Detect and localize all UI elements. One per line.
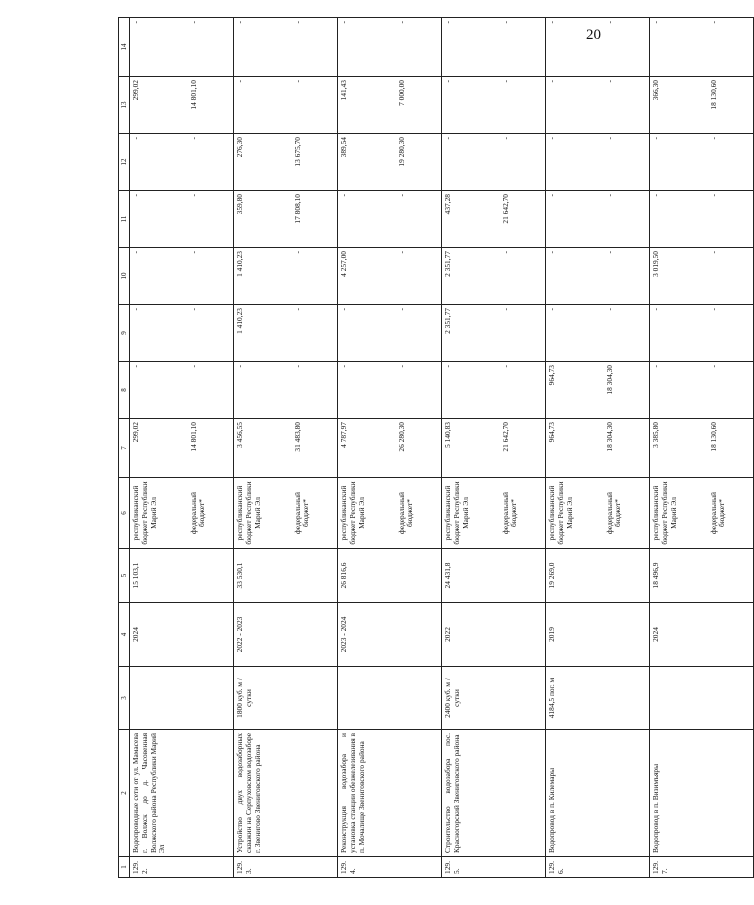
capacity-cell: 4184,5 пог. м: [546, 667, 604, 730]
year-amount-cell: -: [546, 77, 604, 134]
object-name-cell: [292, 730, 338, 857]
year-amount-cell: -: [292, 362, 338, 419]
object-name-cell: Реконструкция водозабора и установка станции обезжелезивания в п. Мочалище Звениговского района: [338, 730, 396, 857]
header-cell: 10: [119, 248, 130, 305]
table-row: [130, 18, 188, 878]
total-amount-cell: 18 130,60: [708, 419, 754, 478]
year-amount-cell: -: [604, 305, 650, 362]
year-amount-cell: -: [546, 305, 604, 362]
year-amount-cell: -: [500, 362, 546, 419]
funding-source-cell: республиканский бюджет Республики Марий Эл: [546, 478, 604, 549]
funding-source-cell: федеральный бюджет*: [500, 478, 546, 549]
year-amount-cell: 1 410,23: [234, 248, 292, 305]
year-amount-cell: 299,02: [130, 77, 188, 134]
year-amount-cell: 366,30: [650, 77, 708, 134]
header-cell: 4: [119, 603, 130, 667]
year-amount-cell: -: [234, 77, 292, 134]
funding-source-cell: республиканский бюджет Республики Марий Эл: [234, 478, 292, 549]
estimated-cost-cell: 24 431,8: [442, 549, 500, 603]
estimated-cost-cell: [292, 549, 338, 603]
estimated-cost-cell: 26 816,6: [338, 549, 396, 603]
header-cell: 2: [119, 730, 130, 857]
year-amount-cell: -: [338, 191, 396, 248]
estimated-cost-cell: 15 103,1: [130, 549, 188, 603]
year-amount-cell: -: [188, 362, 234, 419]
years-cell: [188, 603, 234, 667]
year-amount-cell: -: [292, 248, 338, 305]
year-amount-cell: -: [500, 248, 546, 305]
year-amount-cell: -: [500, 18, 546, 77]
year-amount-cell: -: [442, 362, 500, 419]
capacity-cell: [500, 667, 546, 730]
year-amount-cell: -: [130, 362, 188, 419]
year-amount-cell: -: [188, 191, 234, 248]
year-amount-cell: -: [650, 305, 708, 362]
year-amount-cell: -: [396, 305, 442, 362]
years-cell: [292, 603, 338, 667]
year-amount-cell: -: [188, 18, 234, 77]
row-number-cell: [708, 857, 754, 878]
header-cell: 12: [119, 134, 130, 191]
year-amount-cell: -: [338, 362, 396, 419]
header-cell: 11: [119, 191, 130, 248]
object-name-cell: Водопровод в п. Килемары: [546, 730, 604, 857]
year-amount-cell: 389,54: [338, 134, 396, 191]
table-subrow: [396, 18, 442, 878]
year-amount-cell: -: [650, 362, 708, 419]
table-row: [442, 18, 500, 878]
header-cell: 13: [119, 77, 130, 134]
year-amount-cell: 1 410,23: [234, 305, 292, 362]
row-number-cell: 129.7.: [650, 857, 708, 878]
year-amount-cell: -: [500, 305, 546, 362]
year-amount-cell: -: [708, 18, 754, 77]
year-amount-cell: -: [396, 191, 442, 248]
year-amount-cell: 359,80: [234, 191, 292, 248]
years-cell: 2023 - 2024: [338, 603, 396, 667]
total-amount-cell: 18 304,30: [604, 419, 650, 478]
object-name-cell: Строительство водозабора пос. Красногорский Звениговского района: [442, 730, 500, 857]
funding-source-cell: республиканский бюджет Республики Марий Эл: [338, 478, 396, 549]
capacity-cell: 2400 куб. м / сутки: [442, 667, 500, 730]
estimated-cost-cell: 18 496,9: [650, 549, 708, 603]
year-amount-cell: 7 000,00: [396, 77, 442, 134]
year-amount-cell: -: [130, 248, 188, 305]
year-amount-cell: -: [500, 134, 546, 191]
table-row: [650, 18, 708, 878]
year-amount-cell: -: [338, 18, 396, 77]
year-amount-cell: -: [546, 248, 604, 305]
year-amount-cell: 13 675,70: [292, 134, 338, 191]
funding-source-cell: республиканский бюджет Республики Марий Эл: [130, 478, 188, 549]
estimated-cost-cell: [500, 549, 546, 603]
estimated-cost-cell: 19 269,0: [546, 549, 604, 603]
header-cell: 3: [119, 667, 130, 730]
year-amount-cell: -: [130, 18, 188, 77]
funding-source-cell: республиканский бюджет Республики Марий Эл: [442, 478, 500, 549]
years-cell: 2022 - 2023: [234, 603, 292, 667]
estimated-cost-cell: [396, 549, 442, 603]
program-table: [118, 17, 754, 878]
row-number-cell: [500, 857, 546, 878]
funding-source-cell: республиканский бюджет Республики Марий Эл: [650, 478, 708, 549]
year-amount-cell: 19 280,30: [396, 134, 442, 191]
capacity-cell: [338, 667, 396, 730]
total-amount-cell: 4 787,97: [338, 419, 396, 478]
year-amount-cell: -: [650, 18, 708, 77]
row-number-cell: 129.5.: [442, 857, 500, 878]
year-amount-cell: -: [188, 134, 234, 191]
total-amount-cell: 21 642,70: [500, 419, 546, 478]
capacity-cell: 1800 куб. м / сутки: [234, 667, 292, 730]
object-name-cell: [604, 730, 650, 857]
capacity-cell: [708, 667, 754, 730]
year-amount-cell: 276,30: [234, 134, 292, 191]
table-row: [546, 18, 604, 878]
funding-source-cell: федеральный бюджет*: [188, 478, 234, 549]
total-amount-cell: 14 801,10: [188, 419, 234, 478]
year-amount-cell: 21 642,70: [500, 191, 546, 248]
year-amount-cell: -: [546, 134, 604, 191]
year-amount-cell: -: [708, 134, 754, 191]
table-row: [234, 18, 292, 878]
year-amount-cell: 2 351,77: [442, 248, 500, 305]
capacity-cell: [604, 667, 650, 730]
year-amount-cell: -: [708, 362, 754, 419]
funding-source-cell: федеральный бюджет*: [292, 478, 338, 549]
total-amount-cell: 3 385,80: [650, 419, 708, 478]
year-amount-cell: 437,28: [442, 191, 500, 248]
object-name-cell: [708, 730, 754, 857]
object-name-cell: [396, 730, 442, 857]
header-cell: 5: [119, 549, 130, 603]
estimated-cost-cell: [708, 549, 754, 603]
year-amount-cell: -: [188, 305, 234, 362]
years-cell: [708, 603, 754, 667]
year-amount-cell: -: [442, 77, 500, 134]
year-amount-cell: 2 351,77: [442, 305, 500, 362]
year-amount-cell: -: [708, 305, 754, 362]
object-name-cell: [500, 730, 546, 857]
header-cell: 7: [119, 419, 130, 478]
total-amount-cell: 26 280,30: [396, 419, 442, 478]
year-amount-cell: -: [546, 18, 604, 77]
year-amount-cell: -: [292, 305, 338, 362]
year-amount-cell: -: [708, 191, 754, 248]
year-amount-cell: -: [604, 191, 650, 248]
year-amount-cell: -: [130, 191, 188, 248]
row-number-cell: 129.3.: [234, 857, 292, 878]
table-row: [338, 18, 396, 878]
estimated-cost-cell: [604, 549, 650, 603]
row-number-cell: [188, 857, 234, 878]
row-number-cell: [604, 857, 650, 878]
year-amount-cell: -: [130, 305, 188, 362]
row-number-cell: 129.6.: [546, 857, 604, 878]
year-amount-cell: -: [546, 191, 604, 248]
year-amount-cell: -: [442, 134, 500, 191]
years-cell: 2022: [442, 603, 500, 667]
header-cell: 9: [119, 305, 130, 362]
year-amount-cell: 141,43: [338, 77, 396, 134]
row-number-cell: [396, 857, 442, 878]
year-amount-cell: -: [292, 77, 338, 134]
year-amount-cell: -: [130, 134, 188, 191]
year-amount-cell: -: [650, 191, 708, 248]
table-subrow: [500, 18, 546, 878]
funding-source-cell: федеральный бюджет*: [396, 478, 442, 549]
funding-source-cell: федеральный бюджет*: [604, 478, 650, 549]
year-amount-cell: -: [604, 134, 650, 191]
object-name-cell: Водопроводные сети от ул. Мамасева г. Волжск до д. Часовенная Волжского района Республики Марий Эл: [130, 730, 188, 857]
year-amount-cell: -: [396, 248, 442, 305]
estimated-cost-cell: 33 530,1: [234, 549, 292, 603]
total-amount-cell: 299,02: [130, 419, 188, 478]
table-subrow: [292, 18, 338, 878]
year-amount-cell: 964,73: [546, 362, 604, 419]
year-amount-cell: -: [234, 362, 292, 419]
funding-source-cell: федеральный бюджет*: [708, 478, 754, 549]
year-amount-cell: 4 257,00: [338, 248, 396, 305]
total-amount-cell: 5 140,83: [442, 419, 500, 478]
year-amount-cell: -: [604, 77, 650, 134]
capacity-cell: [396, 667, 442, 730]
capacity-cell: [292, 667, 338, 730]
year-amount-cell: 17 808,10: [292, 191, 338, 248]
header-row: [119, 18, 130, 878]
estimated-cost-cell: [188, 549, 234, 603]
row-number-cell: 129.2.: [130, 857, 188, 878]
year-amount-cell: -: [442, 18, 500, 77]
table-subrow: [604, 18, 650, 878]
table-body: [119, 18, 754, 878]
years-cell: 2024: [650, 603, 708, 667]
year-amount-cell: -: [188, 248, 234, 305]
years-cell: 2024: [130, 603, 188, 667]
year-amount-cell: 18 304,30: [604, 362, 650, 419]
object-name-cell: [188, 730, 234, 857]
row-number-cell: [292, 857, 338, 878]
header-cell: 1: [119, 857, 130, 878]
year-amount-cell: -: [708, 248, 754, 305]
year-amount-cell: -: [338, 305, 396, 362]
page-number: 20: [586, 27, 601, 43]
header-cell: 6: [119, 478, 130, 549]
total-amount-cell: 964,73: [546, 419, 604, 478]
year-amount-cell: 14 801,10: [188, 77, 234, 134]
total-amount-cell: 3 456,55: [234, 419, 292, 478]
year-amount-cell: -: [292, 18, 338, 77]
capacity-cell: [650, 667, 708, 730]
year-amount-cell: 3 019,50: [650, 248, 708, 305]
years-cell: [500, 603, 546, 667]
years-cell: 2019: [546, 603, 604, 667]
table-subrow: [708, 18, 754, 878]
year-amount-cell: -: [650, 134, 708, 191]
capacity-cell: [130, 667, 188, 730]
year-amount-cell: 18 130,60: [708, 77, 754, 134]
header-cell: 8: [119, 362, 130, 419]
table-subrow: [188, 18, 234, 878]
object-name-cell: Устройство двух водозаборных скважин на Серпуховском водозаборе г. Звенигово Звениговского района: [234, 730, 292, 857]
row-number-cell: 129.4.: [338, 857, 396, 878]
year-amount-cell: -: [396, 18, 442, 77]
capacity-cell: [188, 667, 234, 730]
header-cell: 14: [119, 18, 130, 77]
year-amount-cell: -: [396, 362, 442, 419]
year-amount-cell: -: [234, 18, 292, 77]
year-amount-cell: -: [500, 77, 546, 134]
rotated-table-wrapper: [118, 18, 727, 878]
object-name-cell: Водопровод в п. Визимъяры: [650, 730, 708, 857]
year-amount-cell: -: [604, 248, 650, 305]
years-cell: [604, 603, 650, 667]
total-amount-cell: 31 483,80: [292, 419, 338, 478]
years-cell: [396, 603, 442, 667]
year-amount-cell: -: [604, 18, 650, 77]
